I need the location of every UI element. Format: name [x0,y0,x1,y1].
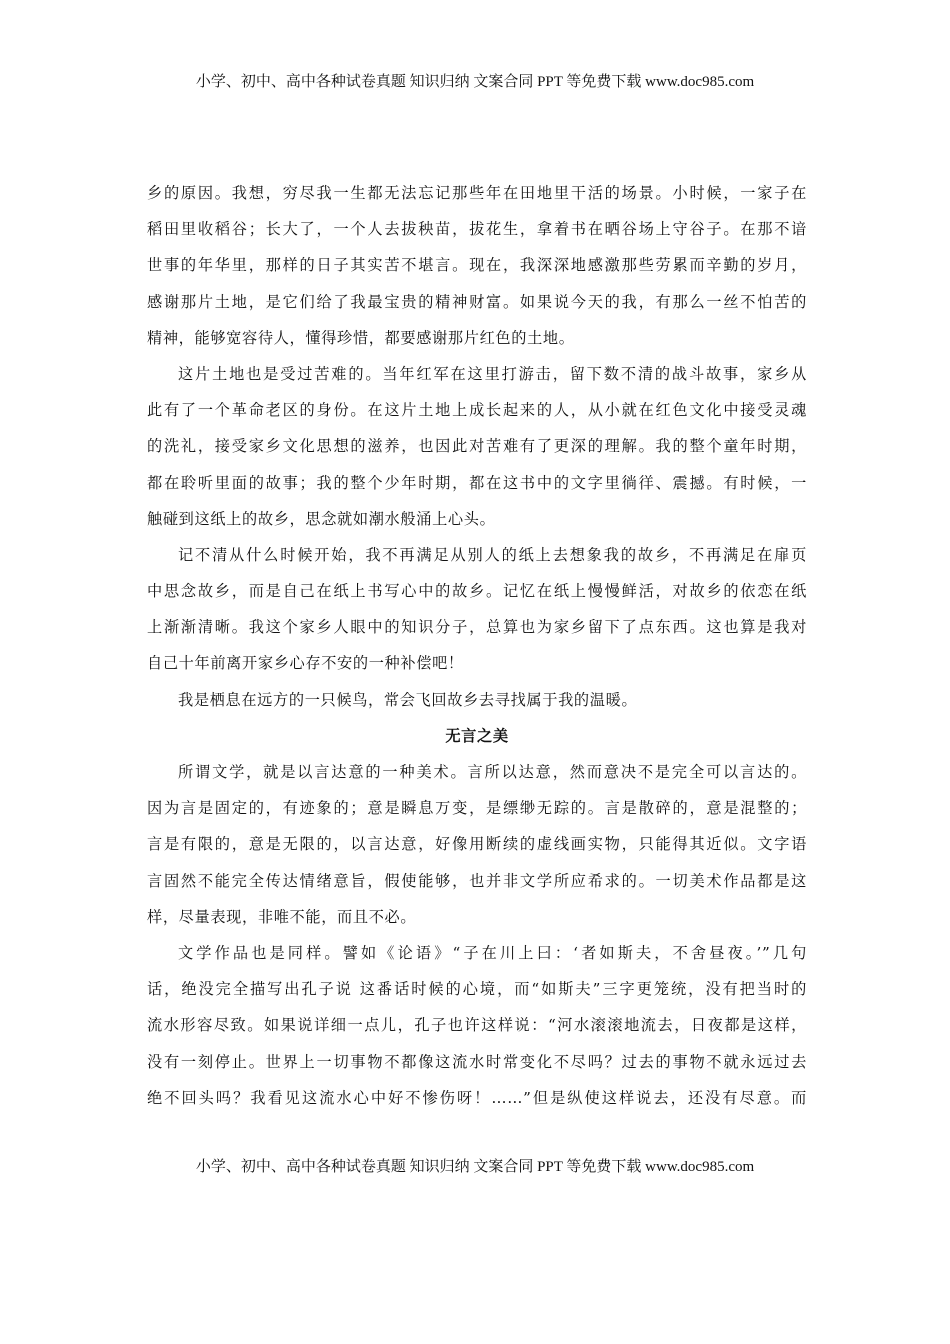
paragraph-first-line: 这片土地也是受过苦难的。当年红军在这里打游击，留下数不清的战斗故事，家乡从 [178,364,807,383]
section-title: 无言之美 [445,726,509,745]
text-line: 稻田里收稻谷；长大了，一个人去拔秧苗，拔花生，拿着书在晒谷场上守谷子。在那不谙 [147,220,807,239]
paragraph-first-line: 文学作品也是同样。譬如《论语》“子在川上曰：‘者如斯夫，不舍昼夜。’”几句 [178,943,807,962]
text-line: 样，尽量表现，非唯不能，而且不必。 [147,907,417,926]
text-line: 上渐渐清晰。我这个家乡人眼中的知识分子，总算也为家乡留下了点东西。这也算是我对 [147,618,807,637]
page-header: 小学、初中、高中各种试卷真题 知识归纳 文案合同 PPT 等免费下载 www.doc985.com [195,74,755,90]
text-line: 中思念故乡，而是自己在纸上书写心中的故乡。记忆在纸上慢慢鲜活，对故乡的依恋在纸 [147,582,807,601]
text-line: 话，绝没完全描写出孔子说 这番话时候的心境，而“如斯夫”三字更笼统，没有把当时的 [147,980,807,999]
text-line: 感谢那片土地，是它们给了我最宝贵的精神财富。如果说今天的我，有那么一丝不怕苦的 [147,292,807,311]
text-line: 言固然不能完全传达情绪意旨，假使能够，也并非文学所应希求的。一切美术作品都是这 [147,871,807,890]
text-line: 的洗礼，接受家乡文化思想的滋养，也因此对苦难有了更深的理解。我的整个童年时期， [147,437,807,456]
page-footer: 小学、初中、高中各种试卷真题 知识归纳 文案合同 PPT 等免费下载 www.doc985.com [195,1159,755,1175]
text-line: 自己十年前离开家乡心存不安的一种补偿吧！ [147,654,464,673]
paragraph-first-line: 所谓文学，就是以言达意的一种美术。言所以达意，然而意决不是完全可以言达的。 [178,763,807,781]
text-line: 此有了一个革命老区的身份。在这片土地上成长起来的人，从小就在红色文化中接受灵魂 [147,401,807,420]
text-line: 精神，能够宽容待人，懂得珍惜，都要感谢那片红色的土地。 [147,328,575,347]
text-line: 因为言是固定的，有迹象的；意是瞬息万变，是缥缈无踪的。言是散碎的，意是混整的； [147,799,807,818]
document-body [147,183,807,1124]
text-line: 绝不回头吗？我看见这流水心中好不惨伤呀！……”但是纵使这样说去，还没有尽意。而 [147,1088,807,1107]
text-line: 触碰到这纸上的故乡，思念就如潮水般涌上心头。 [147,509,496,528]
text-line: 都在聆听里面的故事；我的整个少年时期，都在这书中的文字里徜徉、震撼。有时候，一 [147,473,807,492]
text-line: 言是有限的，意是无限的，以言达意，好像用断续的虚线画实物，只能得其近似。文字语 [147,835,807,854]
paragraph-first-line: 记不清从什么时候开始，我不再满足从别人的纸上去想象我的故乡，不再满足在扉页 [178,545,807,564]
text-line: 世事的年华里，那样的日子其实苦不堪言。现在，我深深地感激那些劳累而辛勤的岁月， [147,256,807,275]
text-line: 没有一刻停止。世界上一切事物不都像这流水时常变化不尽吗？过去的事物不就永远过去 [147,1052,807,1071]
text-line: 流水形容尽致。如果说详细一点儿，孔子也许这样说：“河水滚滚地流去，日夜都是这样， [147,1016,807,1035]
text-line: 乡的原因。我想，穷尽我一生都无法忘记那些年在田地里干活的场景。小时候，一家子在 [147,184,807,202]
paragraph-first-line: 我是栖息在远方的一只候鸟，常会飞回故乡去寻找属于我的温暖。 [178,690,638,709]
